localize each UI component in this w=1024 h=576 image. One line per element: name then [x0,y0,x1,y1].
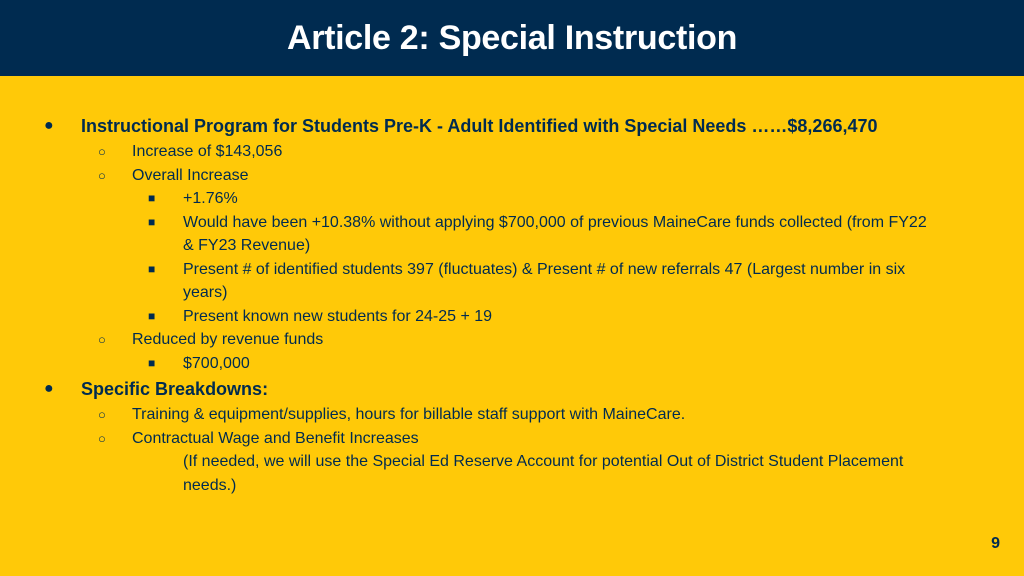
subbullet-contractual [0,427,1024,451]
page-number: 9 [991,535,1000,552]
bullet-continuation [0,281,1024,305]
bullet-text: Would have been +10.38% without applying $700,000 of previous MaineCare funds collected (from FY22 [183,213,927,231]
square-bullet-icon: ■ [148,355,156,370]
note-line [0,474,1024,498]
square-bullet-icon: ■ [148,214,156,229]
bullet-text: Present known new students for 24-25 + 19 [183,307,493,325]
bullet-text: $700,000 [183,354,250,372]
square-bullet-icon: ■ [148,191,156,205]
bullet-text: Overall Increase [132,166,249,184]
subbullet-reduced [0,328,1024,352]
filled-circle-bullet-icon: ● [44,380,54,397]
bullet-text: Reduced by revenue funds [132,331,324,348]
bullet-text: Increase of $143,056 [132,143,283,160]
bullet-text: years) [183,284,228,301]
bullet-instructional-program [0,112,1024,140]
subsubbullet-would-have-been [0,211,1024,235]
bullet-continuation [0,234,1024,258]
hollow-circle-bullet-icon: ○ [98,407,106,422]
hollow-circle-bullet-icon: ○ [98,167,106,183]
square-bullet-icon: ■ [148,261,156,276]
subsubbullet-new-students [0,305,1024,329]
subsubbullet-present-students [0,258,1024,282]
bullet-text: Training & equipment/supplies, hours for billable staff support with MaineCare. [132,406,686,423]
subbullet-training [0,403,1024,427]
bullet-text: Specific Breakdowns: [81,379,269,399]
subbullet-overall-increase [0,164,1024,188]
subsubbullet-percent [0,187,1024,211]
subbullet-increase-of [0,140,1024,164]
subsubbullet-reduced-amount [0,352,1024,376]
bullet-text: needs.) [183,476,237,494]
filled-circle-bullet-icon: ● [44,117,54,134]
slide-header [0,0,1024,76]
bullet-text: (If needed, we will use the Special Ed Reserve Account for potential Out of District Student Placement [183,453,904,470]
hollow-circle-bullet-icon: ○ [98,430,106,446]
slide-content [0,112,1024,497]
hollow-circle-bullet-icon: ○ [98,144,106,159]
bullet-text: Contractual Wage and Benefit Increases [132,429,419,447]
bullet-text: +1.76% [183,190,238,207]
bullet-text: Instructional Program for Students Pre-K - Adult Identified with Special Needs ……$8,266,470 [81,116,878,136]
bullet-text: Present # of identified students 397 (fluctuates) & Present # of new referrals 47 (Largest number in six [183,260,906,278]
bullet-specific-breakdowns [0,375,1024,403]
hollow-circle-bullet-icon: ○ [98,332,106,347]
bullet-text: & FY23 Revenue) [183,237,311,254]
square-bullet-icon: ■ [148,308,156,323]
slide-title: Article 2: Special Instruction [286,18,738,57]
note-line [0,450,1024,474]
